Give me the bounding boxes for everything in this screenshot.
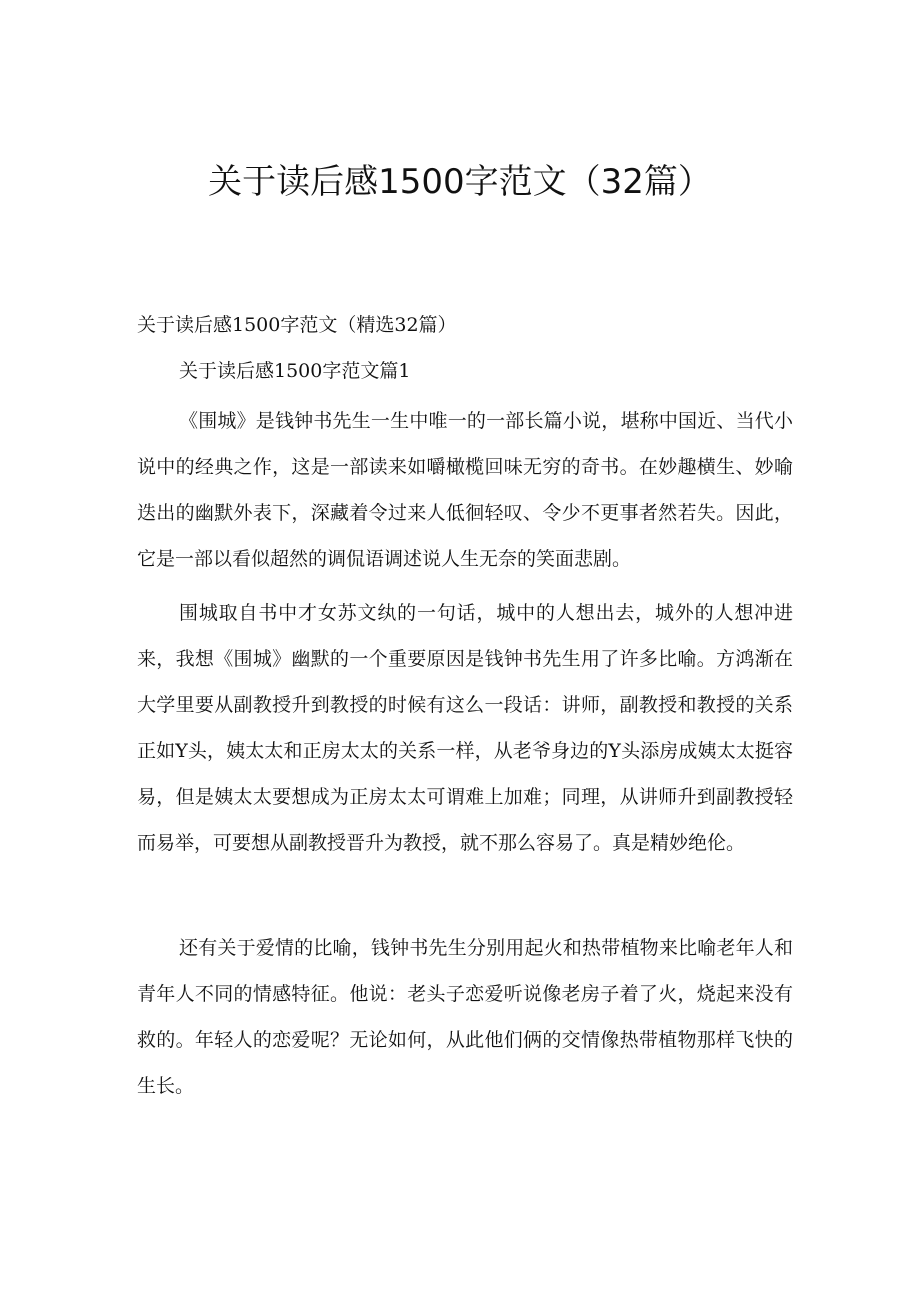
body-paragraph-2: 围城取自书中才女苏文纨的一句话，城中的人想出去，城外的人想冲进来，我想《围城》幽默的一个重要原因是钱钟书先生用了许多比喻。方鸿渐在大学里要从副教授升到教授的时候有这么一段话：讲师，副教授和教授的关系正如Y头，姨太太和正房太太的关系一样，从老爷身边的Y头添房成姨太太挺容易，但是姨太太要想成为正房太太可谓难上加难；同理，从讲师升到副教授轻而易举，可要想从副教授晋升为教授，就不那么容易了。真是精妙绝伦。 (137, 602, 793, 854)
document-subtitle: 关于读后感1500字范文（精选32篇） (137, 314, 457, 336)
section-heading: 关于读后感1500字范文篇1 (179, 360, 411, 382)
body-paragraph-3: 还有关于爱情的比喻，钱钟书先生分别用起火和热带植物来比喻老年人和青年人不同的情感特征。他说：老头子恋爱听说像老房子着了火，烧起来没有救的。年轻人的恋爱呢？无论如何，从此他们俩的交情像热带植物那样飞快的生长。 (137, 937, 793, 1097)
document-title: 关于读后感1500字范文（32篇） (208, 162, 712, 202)
body-paragraph-1: 《围城》是钱钟书先生一生中唯一的一部长篇小说，堪称中国近、当代小说中的经典之作，这是一部读来如嚼橄榄回味无穷的奇书。在妙趣横生、妙喻迭出的幽默外表下，深藏着令过来人低徊轻叹、令少不更事者然若失。因此，它是一部以看似超然的调侃语调述说人生无奈的笑面悲剧。 (137, 410, 793, 570)
